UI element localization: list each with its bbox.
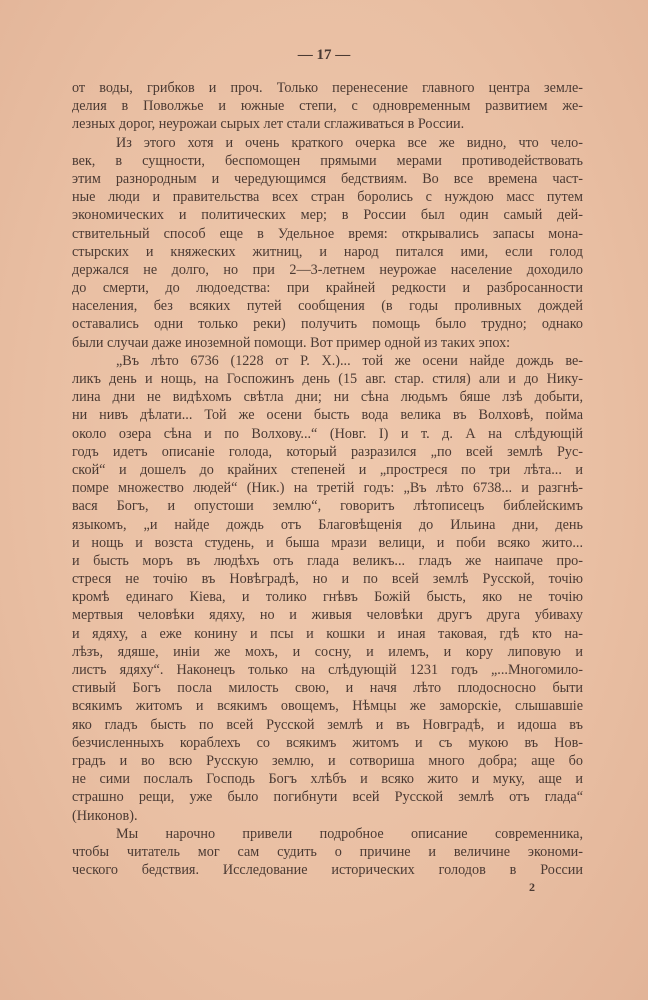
text-line: были случаи даже иноземной помощи. Вот пример одной из таких эпох: bbox=[72, 334, 511, 351]
text-line: языкомъ, „и найде дождь отъ Благовѣщенія до Ильина дни, день bbox=[72, 516, 583, 533]
text-line: не сими послалъ Господь Богъ хлѣбъ и всяко жито и муку, аще и bbox=[72, 771, 583, 788]
text-line: и нощь и возста студень, и быша мрази велици, и поби всяко жито... bbox=[72, 534, 583, 551]
text-line: стивый Богъ посла милость свою, и начя лѣто плодосносно быти bbox=[72, 680, 583, 697]
text-line: (Никонов). bbox=[72, 807, 138, 824]
text-line: ликъ день и нощь, на Госпожинъ день (15 авг. стар. стиля) али и до Нику- bbox=[72, 371, 583, 387]
text-line: всякимъ житомъ и всякимъ овощемъ, Нѣмцы же заморскіе, слышавшіе bbox=[72, 698, 583, 715]
text-line: листъ ядяху“. Наконецъ только на слѣдующій 1231 годъ „...Многомило- bbox=[72, 662, 583, 678]
text-line: помре множество людей“ (Ник.) на третій годъ: „Въ лѣто 6738... и разгнѣ- bbox=[72, 480, 583, 497]
text-line: ни нивъ дѣлати... Той же осени бысть вода велика въ Волховѣ, пойма bbox=[72, 407, 583, 424]
text-line: мертвыя человѣки ядяху, но и живыя человѣки другъ друга убиваху bbox=[72, 607, 583, 624]
text-line: стреся не точію въ Новѣградѣ, но и по всей землѣ Русской, точію bbox=[72, 571, 583, 588]
text-line: держался не долго, но при 2—3-летнем неурожае население доходило bbox=[72, 261, 583, 278]
text-line: этим разнородным и чередующимся бедствиям. Во все времена част- bbox=[72, 170, 583, 187]
text-line: страшно рещи, уже было погибнути всей Русской землѣ отъ глада“ bbox=[72, 789, 583, 806]
text-line: от воды, грибков и проч. Только перенесение главного центра земле- bbox=[72, 80, 583, 96]
text-line: кромѣ единаго Кіева, и толико гнѣвъ Божій бысть, яко не точію bbox=[72, 589, 583, 606]
text-line: лѣзъ, ядяше, иніи же мохъ, и сосну, и илемъ, и кору липовую и bbox=[72, 643, 583, 660]
text-line: градъ и во всю Русскую землю, и сотвориша много добра; аще бо bbox=[72, 752, 583, 769]
text-line: лина дни не видѣхомъ свѣтла дни; ни сѣна людьмъ бяше лзѣ добыти, bbox=[72, 389, 583, 406]
text-line: ствительный способ еще в Удельное время: открывались запасы мона- bbox=[72, 225, 583, 242]
text-line: яко гладъ бысть по всей Русской землѣ и въ Новградѣ, и идоша въ bbox=[72, 716, 583, 733]
text-line: населения, без всяких путей сообщения (в годы проливных дождей bbox=[72, 298, 583, 315]
text-line: годъ идетъ описаніе голода, который разразился „по всей землѣ Рус- bbox=[72, 443, 583, 460]
text-line: безчисленныхъ кораблехъ со всякимъ житомъ и съ мукою въ Нов- bbox=[72, 734, 583, 751]
page-number: — 17 — bbox=[297, 47, 351, 63]
text-line: век, в сущности, беспомощен прямыми мерами противодействовать bbox=[72, 152, 583, 169]
text-line: ской“ и дошелъ до крайних степеней и „простреся по три лѣта... и bbox=[72, 461, 583, 478]
text-line: оставались одни только реки) получить помощь было трудно; однако bbox=[72, 316, 583, 333]
text-line: лезных дорог, неурожаи сырых лет стали сглаживаться в России. bbox=[72, 116, 465, 133]
text-line: и ядяху, а еже конину и псы и кошки и иная таковая, гдѣ кто на- bbox=[72, 625, 583, 642]
text-line: до смерти, до людоедства: при крайней редкости и разбросанности bbox=[72, 280, 583, 297]
text-line: экономических и политических мер; в России был один самый дей- bbox=[72, 207, 583, 224]
signature-mark: 2 bbox=[529, 880, 535, 894]
text-line: вася Богъ, и опустоши землю“, говоритъ лѣтописецъ библейскимъ bbox=[72, 498, 583, 515]
body-text bbox=[72, 79, 583, 879]
text-line: около озера сѣна и по Волхову...“ (Новг. I) и т. д. А на слѣдующій bbox=[72, 425, 583, 442]
text-line: и бысть моръ въ людѣхъ отъ глада великъ... гладъ же наипаче про- bbox=[72, 552, 583, 569]
text-line: Мы нарочно привели подробное описание современника, bbox=[116, 825, 583, 842]
text-line: ные люди и правительства всех стран боролись с нуждою масс путем bbox=[72, 189, 583, 206]
text-line: Из этого хотя и очень краткого очерка все же видно, что чело- bbox=[116, 134, 583, 151]
text-line: „Въ лѣто 6736 (1228 от Р. Х.)... той же осени найде дождь ве- bbox=[116, 352, 583, 369]
text-line: чтобы читатель мог сам судить о причине и величине экономи- bbox=[72, 843, 583, 860]
text-line: стырских и княжеских житниц, и народ питался ими, если голод bbox=[72, 243, 583, 260]
text-line: ческого бедствия. Исследование исторических голодов в России bbox=[72, 862, 583, 879]
text-line: делия в Поволжье и южные степи, с одновременным развитием же- bbox=[72, 98, 583, 115]
